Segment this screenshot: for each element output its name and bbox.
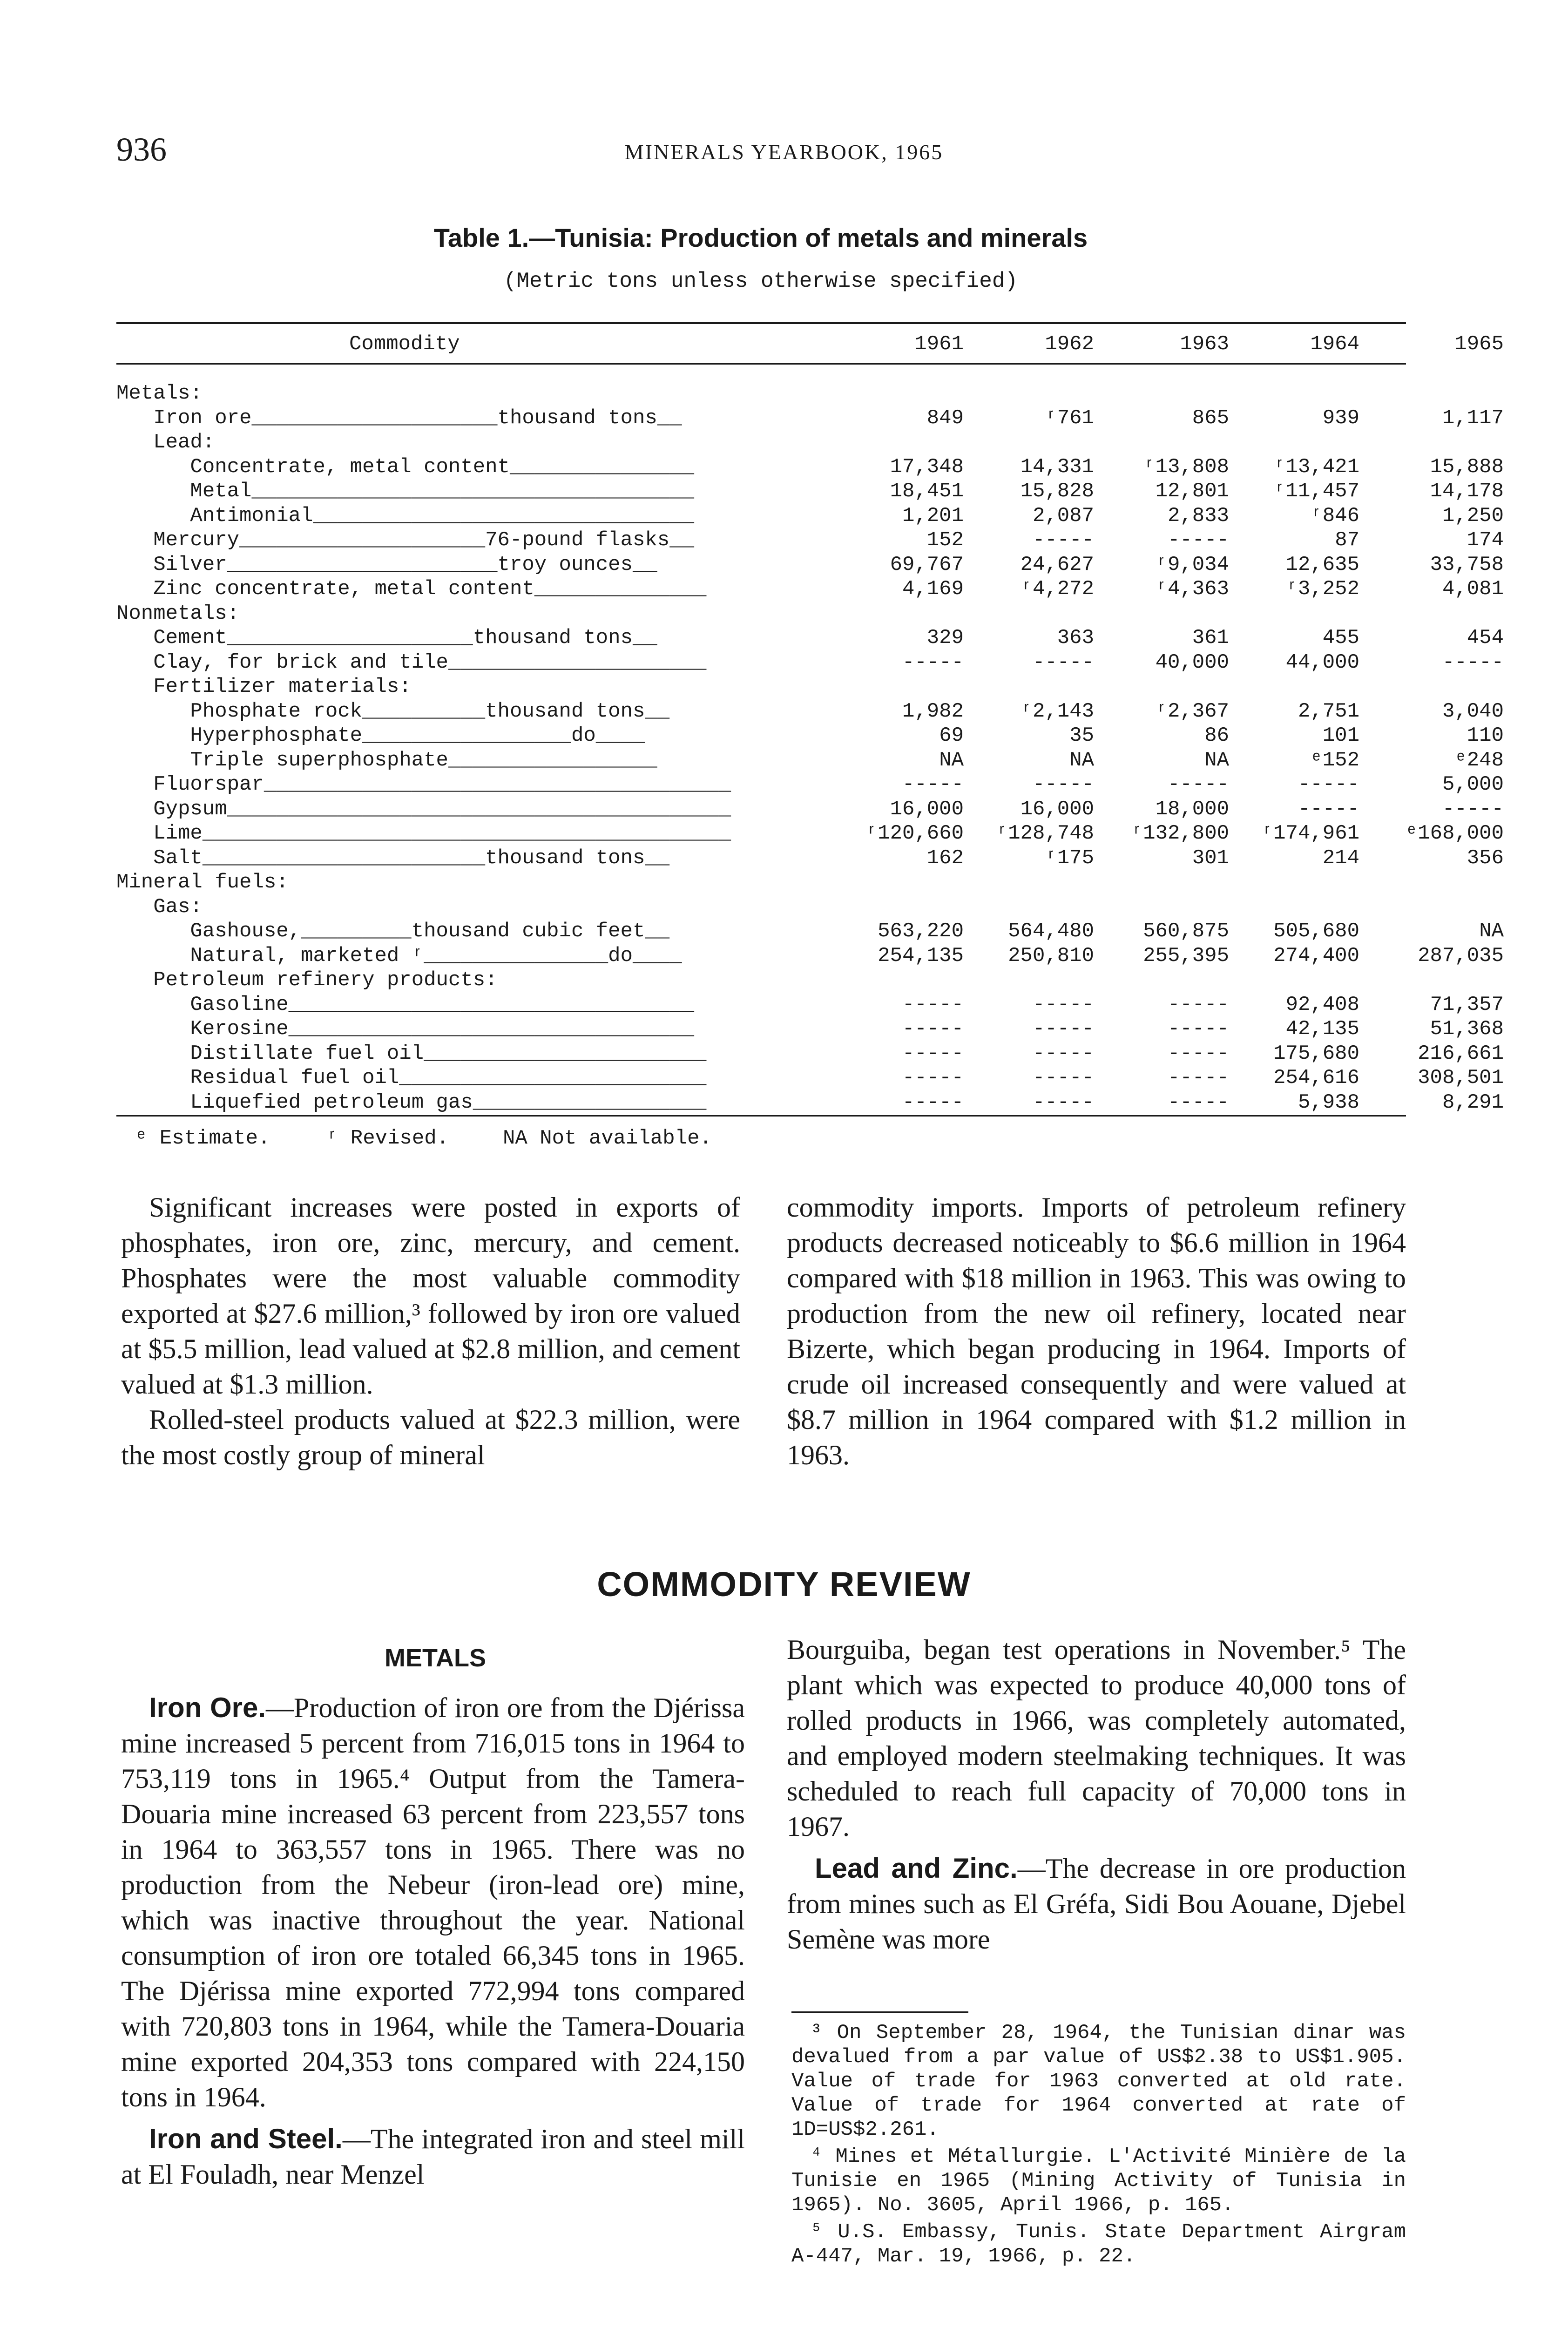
- iron-ore-text: —Production of iron ore from the Djérissa mine increased 5 percent from 716,015 tons in 1964 to 753,119 tons in 1965.⁴ Output from the Tamera-Douaria mine increased 63 percent from 223,557 tons in 1964 to 363,557 tons in 1965. There was no production from the Nebeur (iron-lead ore) mine, which was inactive throughout the year. National consumption of iron ore totaled 66,345 tons in 1965. The Djérissa mine exported 772,994 tons compared with 720,803 tons in 1964, while the Tamera-Douaria mine exported 204,353 tons compared with 224,150 tons in 1964.: [121, 1692, 745, 2112]
- intro-paragraph-1: Significant increases were posted in exports of phosphates, iron ore, zinc, mercury, and cement. Phosphates were the most valuable commodity exported at $27.6 million,³ followed by iron ore valued at $5.5 million, lead valued at $2.8 million, and cement valued at $1.3 million.: [121, 1192, 740, 1400]
- row-value-1965: 8,291: [1442, 1090, 1504, 1114]
- table-row: [116, 1042, 1504, 1066]
- row-value-1962: -----: [1032, 650, 1094, 674]
- row-label: Gas:: [116, 895, 203, 919]
- intro-left-column: [121, 1190, 740, 1473]
- row-value-1964: ʳ11,457: [1273, 480, 1359, 503]
- table-subtitle: (Metric tons unless otherwise specified): [503, 269, 1018, 293]
- row-label: Gypsum_________________________________________: [116, 797, 731, 821]
- row-label: Phosphate rock__________thousand tons__: [116, 699, 670, 723]
- row-value-1962: 35: [1069, 724, 1094, 747]
- row-value-1965: 14,178: [1430, 480, 1504, 503]
- row-value-1962: -----: [1032, 528, 1094, 552]
- row-label: Gasoline_________________________________: [116, 993, 695, 1016]
- table-row: [116, 968, 1406, 993]
- row-value-1964: 101: [1322, 724, 1359, 747]
- table-row: [116, 1090, 1504, 1115]
- row-label: Silver______________________troy ounces__: [116, 553, 657, 576]
- table-row: [116, 675, 1406, 699]
- row-label: Zinc concentrate, metal content______________: [116, 577, 707, 601]
- metals-heading: METALS: [385, 1644, 486, 1672]
- row-value-1963: 255,395: [1143, 944, 1229, 968]
- row-label: Gashouse,_________thousand cubic feet__: [116, 920, 670, 943]
- row-value-1963: NA: [1204, 748, 1229, 772]
- row-value-1961: 1,201: [902, 504, 964, 528]
- table-row: [116, 1066, 1504, 1090]
- table-row: [116, 553, 1504, 577]
- row-value-1963: 86: [1204, 724, 1229, 747]
- row-value-1961: 162: [926, 846, 964, 870]
- row-value-1962: -----: [1032, 993, 1094, 1016]
- row-value-1965: 4,081: [1442, 577, 1504, 601]
- row-value-1961: -----: [902, 1066, 964, 1090]
- row-value-1962: -----: [1032, 1042, 1094, 1065]
- row-value-1963: 40,000: [1155, 650, 1229, 674]
- row-value-1965: 308,501: [1418, 1066, 1504, 1090]
- row-value-1964: 12,635: [1285, 553, 1359, 576]
- row-value-1964: 42,135: [1285, 1017, 1359, 1041]
- row-value-1962: -----: [1032, 773, 1094, 796]
- table-note-revised: ʳ Revised.: [326, 1127, 449, 1150]
- table-row: [116, 895, 1406, 920]
- table-row: [116, 602, 1406, 626]
- row-label: Nonmetals:: [116, 602, 240, 625]
- row-label: Lime___________________________________________: [116, 822, 731, 845]
- row-label: Natural, marketed ʳ_______________do____: [116, 944, 682, 968]
- footnote-4: ⁴ Mines et Métallurgie. L'Activité Minière de la Tunisie en 1965 (Mining Activity of Tunisia in 1965). No. 3605, April 1966, p. 165.: [791, 2145, 1406, 2217]
- footnote-5: ⁵ U.S. Embassy, Tunis. State Department Airgram A-447, Mar. 19, 1966, p. 22.: [791, 2220, 1406, 2268]
- header-year-1961: 1961: [914, 332, 964, 356]
- row-label: Triple superphosphate_________________: [116, 748, 657, 772]
- row-label: Petroleum refinery products:: [116, 968, 498, 992]
- row-value-1963: 361: [1192, 626, 1229, 650]
- row-label: Fluorspar______________________________________: [116, 773, 731, 796]
- row-value-1962: 250,810: [1008, 944, 1094, 968]
- row-value-1963: -----: [1167, 1066, 1229, 1090]
- row-value-1963: 301: [1192, 846, 1229, 870]
- page-number: 936: [116, 131, 167, 168]
- row-label: Metals:: [116, 382, 203, 405]
- footnote-3: ³ On September 28, 1964, the Tunisian dinar was devalued from a par value of US$2.38 to US$1.905. Value of trade for 1963 converted at old rate. Value of trade for 1964 converted at rate of 1D=US$2.261.: [791, 2021, 1406, 2141]
- row-label: Fertilizer materials:: [116, 675, 412, 698]
- row-value-1962: ʳ175: [1045, 846, 1094, 870]
- header-year-1962: 1962: [1045, 332, 1094, 356]
- row-label: Mineral fuels:: [116, 871, 289, 894]
- row-label: Clay, for brick and tile_____________________: [116, 650, 707, 674]
- row-value-1964: 175,680: [1273, 1042, 1359, 1065]
- table-row: [116, 993, 1504, 1017]
- row-value-1963: ʳ2,367: [1155, 699, 1229, 723]
- row-value-1961: 69: [939, 724, 964, 747]
- row-value-1961: 18,451: [890, 480, 964, 503]
- table-row: [116, 797, 1504, 822]
- row-value-1962: -----: [1032, 1017, 1094, 1041]
- row-value-1964: 274,400: [1273, 944, 1359, 968]
- table-row: [116, 699, 1504, 724]
- row-label: Cement____________________thousand tons__: [116, 626, 657, 650]
- row-value-1965: 356: [1467, 846, 1504, 870]
- row-value-1963: 18,000: [1155, 797, 1229, 821]
- table-note-estimate: ᵉ Estimate.: [135, 1127, 270, 1150]
- row-value-1961: 1,982: [902, 699, 964, 723]
- row-label: Lead:: [116, 431, 215, 454]
- row-value-1965: 1,117: [1442, 406, 1504, 430]
- row-value-1962: 15,828: [1020, 480, 1094, 503]
- table-row: [116, 846, 1504, 871]
- row-value-1964: ʳ174,961: [1261, 822, 1359, 845]
- row-label: Distillate fuel oil_______________________: [116, 1042, 707, 1065]
- row-value-1963: ʳ132,800: [1130, 822, 1229, 845]
- row-value-1961: 329: [926, 626, 964, 650]
- row-value-1962: ʳ2,143: [1020, 699, 1094, 723]
- row-value-1962: 2,087: [1032, 504, 1094, 528]
- row-value-1964: ʳ3,252: [1285, 577, 1359, 601]
- row-label: Concentrate, metal content_______________: [116, 455, 695, 479]
- row-label: Hyperphosphate_________________do____: [116, 724, 645, 747]
- row-value-1965: ᵉ248: [1454, 748, 1504, 772]
- row-value-1965: NA: [1479, 920, 1504, 943]
- row-value-1962: 16,000: [1020, 797, 1094, 821]
- row-value-1964: 254,616: [1273, 1066, 1359, 1090]
- intro-right-column: [787, 1190, 1406, 1473]
- row-value-1964: 87: [1335, 528, 1359, 552]
- row-value-1961: 4,169: [902, 577, 964, 601]
- row-value-1964: 5,938: [1298, 1090, 1359, 1114]
- row-value-1964: ʳ846: [1310, 504, 1359, 528]
- row-value-1962: 24,627: [1020, 553, 1094, 576]
- row-value-1961: NA: [939, 748, 964, 772]
- row-label: Salt_______________________thousand tons__: [116, 846, 670, 870]
- row-label: Kerosine_________________________________: [116, 1017, 695, 1041]
- table-row: [116, 773, 1504, 797]
- row-value-1963: 560,875: [1143, 920, 1229, 943]
- footnote-rule: [791, 2011, 968, 2013]
- iron-steel-title: Iron and Steel.: [149, 2123, 343, 2154]
- row-value-1965: 3,040: [1442, 699, 1504, 723]
- table-row: [116, 431, 1406, 455]
- iron-ore-title: Iron Ore.: [149, 1692, 266, 1723]
- row-value-1963: -----: [1167, 993, 1229, 1016]
- row-value-1964: 92,408: [1285, 993, 1359, 1016]
- row-value-1964: 2,751: [1298, 699, 1359, 723]
- row-value-1965: 1,250: [1442, 504, 1504, 528]
- row-value-1963: ʳ13,808: [1143, 455, 1229, 479]
- row-value-1963: -----: [1167, 773, 1229, 796]
- intro-paragraph-3: commodity imports. Imports of petroleum refinery products decreased noticeably to $6.6 million in 1964 compared with $18 million in 1963. This was owing to production from the new oil refinery, located near Bizerte, which began producing in 1964. Imports of crude oil increased consequently and were valued at $8.7 million in 1964 compared with $1.2 million in 1963.: [787, 1192, 1406, 1470]
- table-row: [116, 1017, 1504, 1042]
- row-value-1964: 455: [1322, 626, 1359, 650]
- row-label: Antimonial_______________________________: [116, 504, 695, 528]
- row-value-1961: -----: [902, 773, 964, 796]
- header-commodity: Commodity: [349, 332, 460, 356]
- row-value-1964: 505,680: [1273, 920, 1359, 943]
- steel-mill-paragraph: Bourguiba, began test operations in November.⁵ The plant which was expected to produce 40,000 tons of rolled products in 1966, was completely automated, and employed modern steelmaking techniques. It was scheduled to reach full capacity of 70,000 tons in 1967.: [787, 1634, 1406, 1842]
- row-value-1965: 15,888: [1430, 455, 1504, 479]
- table-title: Table 1.—Tunisia: Production of metals and minerals: [433, 223, 1088, 252]
- table-row: [116, 504, 1504, 528]
- row-value-1961: 16,000: [890, 797, 964, 821]
- row-value-1965: 71,357: [1430, 993, 1504, 1016]
- table-row: [116, 724, 1504, 748]
- iron-ore-paragraph: [121, 1690, 745, 2115]
- row-value-1961: ʳ120,660: [865, 822, 964, 845]
- header-year-1965: 1965: [1454, 332, 1504, 356]
- row-value-1961: -----: [902, 1090, 964, 1114]
- table-row: [116, 577, 1504, 602]
- row-value-1965: 33,758: [1430, 553, 1504, 576]
- table-row: [116, 455, 1504, 480]
- row-value-1963: -----: [1167, 528, 1229, 552]
- row-value-1965: 287,035: [1418, 944, 1504, 968]
- lead-zinc-text: —The decrease in ore production from mines such as El Gréfa, Sidi Bou Aouane, Djebel Semène was more: [787, 1853, 1406, 1955]
- lead-zinc-paragraph: [787, 1851, 1406, 1957]
- table-bottom-rule: [116, 1115, 1406, 1117]
- table-row: [116, 626, 1504, 650]
- table-header-rule: [116, 363, 1406, 365]
- row-value-1963: 2,833: [1167, 504, 1229, 528]
- row-label: Metal____________________________________: [116, 480, 695, 503]
- table-row: [116, 920, 1504, 944]
- row-value-1965: 174: [1467, 528, 1504, 552]
- table-row: [116, 944, 1504, 968]
- row-value-1962: ʳ4,272: [1020, 577, 1094, 601]
- row-label: Mercury____________________76-pound flasks__: [116, 528, 695, 552]
- row-value-1962: -----: [1032, 1090, 1094, 1114]
- row-value-1963: -----: [1167, 1042, 1229, 1065]
- table-row: [116, 406, 1504, 431]
- footnotes: [791, 2021, 1406, 2271]
- row-value-1965: -----: [1442, 797, 1504, 821]
- row-value-1961: -----: [902, 650, 964, 674]
- row-label: Iron ore____________________thousand tons__: [116, 406, 682, 430]
- table-row: [116, 480, 1504, 504]
- row-value-1963: ʳ9,034: [1155, 553, 1229, 576]
- intro-paragraph-2: Rolled-steel products valued at $22.3 million, were the most costly group of mineral: [121, 1404, 740, 1470]
- row-value-1965: -----: [1442, 650, 1504, 674]
- table-note-na: NA Not available.: [503, 1127, 712, 1150]
- table-row: [116, 748, 1504, 773]
- row-value-1964: -----: [1298, 797, 1359, 821]
- row-value-1962: ʳ761: [1045, 406, 1094, 430]
- row-value-1962: 564,480: [1008, 920, 1094, 943]
- row-value-1964: 939: [1322, 406, 1359, 430]
- row-value-1961: 152: [926, 528, 964, 552]
- review-right-column: [787, 1632, 1406, 1957]
- row-value-1965: 216,661: [1418, 1042, 1504, 1065]
- row-value-1961: 254,135: [878, 944, 964, 968]
- row-value-1965: 51,368: [1430, 1017, 1504, 1041]
- row-value-1964: ᵉ152: [1310, 748, 1359, 772]
- row-value-1961: 849: [926, 406, 964, 430]
- row-value-1962: -----: [1032, 1066, 1094, 1090]
- row-value-1965: ᵉ168,000: [1405, 822, 1504, 845]
- table-row: [116, 650, 1504, 675]
- header-year-1963: 1963: [1180, 332, 1229, 356]
- table-row: [116, 871, 1406, 895]
- iron-steel-paragraph: [121, 2121, 745, 2192]
- row-value-1963: -----: [1167, 1090, 1229, 1114]
- row-value-1961: 69,767: [890, 553, 964, 576]
- row-value-1964: 214: [1322, 846, 1359, 870]
- row-value-1962: NA: [1069, 748, 1094, 772]
- row-value-1963: 12,801: [1155, 480, 1229, 503]
- row-value-1961: -----: [902, 1017, 964, 1041]
- row-value-1965: 454: [1467, 626, 1504, 650]
- iron-steel-text: —The integrated iron and steel mill at El Fouladh, near Menzel: [121, 2124, 745, 2190]
- row-value-1961: 563,220: [878, 920, 964, 943]
- row-value-1963: 865: [1192, 406, 1229, 430]
- row-value-1963: -----: [1167, 1017, 1229, 1041]
- row-value-1962: 14,331: [1020, 455, 1094, 479]
- row-value-1964: ʳ13,421: [1273, 455, 1359, 479]
- row-value-1962: ʳ128,748: [995, 822, 1094, 845]
- row-label: Liquefied petroleum gas___________________: [116, 1090, 707, 1114]
- table-row: [116, 528, 1504, 553]
- table-top-rule: [116, 322, 1406, 324]
- row-value-1964: 44,000: [1285, 650, 1359, 674]
- row-value-1965: 5,000: [1442, 773, 1504, 796]
- table-row: [116, 382, 1406, 406]
- row-value-1962: 363: [1057, 626, 1094, 650]
- row-value-1961: -----: [902, 993, 964, 1016]
- review-left-column: [121, 1690, 745, 2192]
- row-value-1961: -----: [902, 1042, 964, 1065]
- row-value-1963: ʳ4,363: [1155, 577, 1229, 601]
- running-title: MINERALS YEARBOOK, 1965: [624, 140, 944, 164]
- row-value-1961: 17,348: [890, 455, 964, 479]
- row-value-1964: -----: [1298, 773, 1359, 796]
- header-year-1964: 1964: [1310, 332, 1359, 356]
- row-value-1965: 110: [1467, 724, 1504, 747]
- row-label: Residual fuel oil_________________________: [116, 1066, 707, 1090]
- table-row: [116, 822, 1504, 846]
- commodity-review-heading: COMMODITY REVIEW: [597, 1565, 971, 1604]
- lead-zinc-title: Lead and Zinc.: [815, 1853, 1018, 1884]
